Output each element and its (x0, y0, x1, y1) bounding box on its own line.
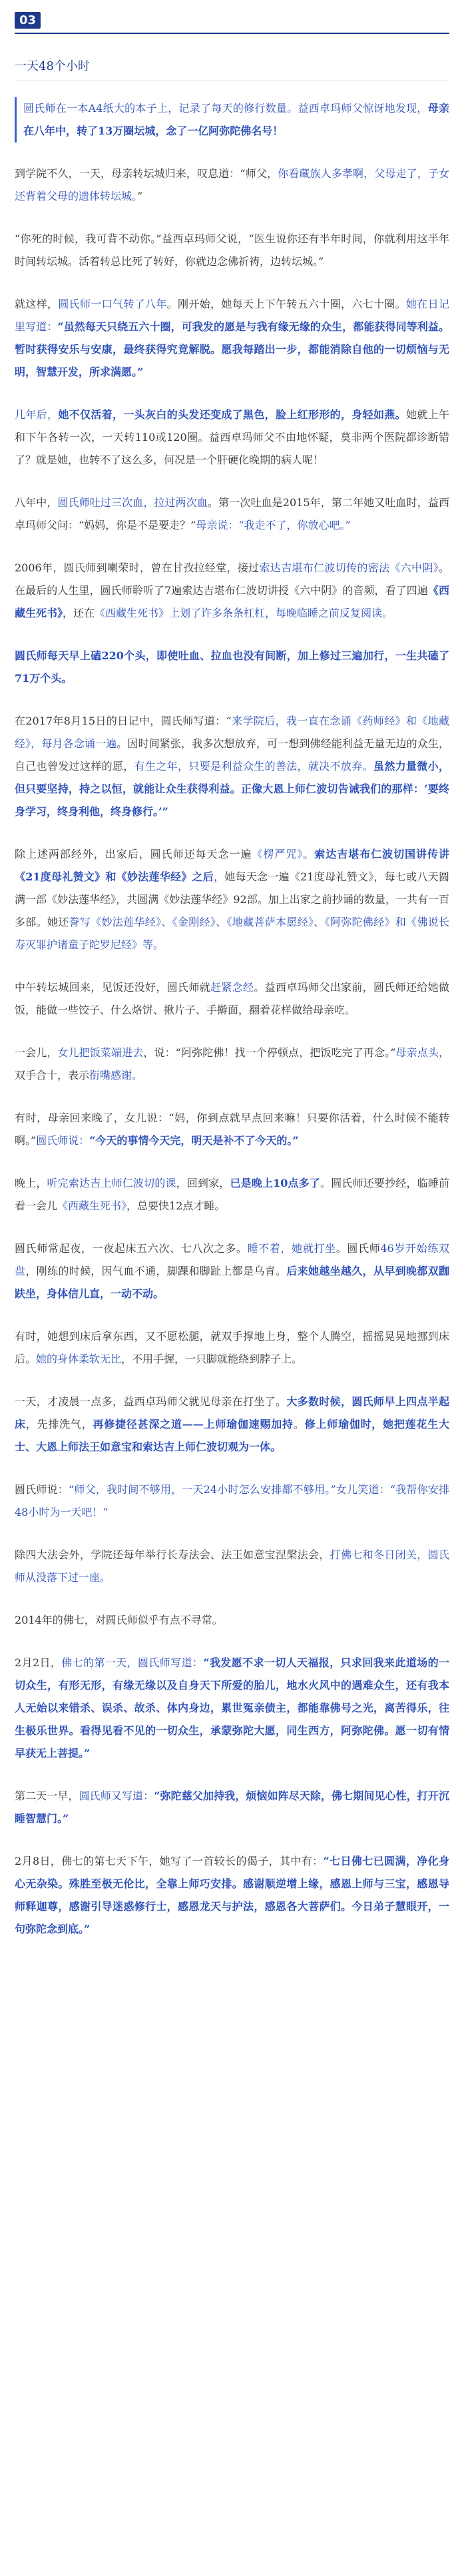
paragraph (15, 1325, 449, 1371)
paragraph-text: ，不用手握，一只脚就能绕到脖子上。 (121, 1353, 303, 1365)
paragraph-text: 。因时间紧张，我多次想放弃，可一想到佛经能利益无量无边的众生，自己也曾发过这样的愿， (15, 737, 449, 773)
paragraph (15, 97, 449, 143)
highlighted-text: 再修捷径甚深之道——上师瑜伽速赐加持 (93, 1418, 294, 1431)
paragraph-text: 。第一次吐血是2015年，第二年她又吐血时，益西卓玛师父问：“妈妈，你是不是要走？” (15, 496, 449, 531)
highlighted-text: 虽然力量微小，但只要坚持，持之以恒，就能让众生获得利益。正像大恩上师仁波切告诫我们的那样：‘要终身学习，终身利他，终身修行。’” (15, 760, 449, 818)
highlighted-text: “我发愿不求一切人天福报，只求回我来此道场的一切众生，有形无形，有缘无缘以及自身天下所爱的胎儿，地水火风中的遇难众生，还有我本人无始以来错杀、误杀、故杀、体内身边，累世冤亲债主，都能靠佛号之光，离苦得乐，往生极乐世界。看得见看不见的一切众生，承蒙弥陀大愿，同生西方，阿弥陀佛。愿一切有情早获无上菩提。” (15, 1656, 449, 1760)
article-body (15, 97, 449, 1941)
paragraph (15, 1042, 449, 1087)
paragraph (15, 228, 449, 273)
highlighted-text: 大多数时候，圆氏师早上四点半起床 (15, 1395, 449, 1431)
paragraph-text: 2月2日， (15, 1656, 62, 1669)
paragraph-text: 。圆氏师 (336, 1242, 381, 1255)
highlighted-text: 圆氏师又写道： (79, 1789, 154, 1802)
paragraph-text: 一天，才凌晨一点多，益西卓玛师父就见母亲在打坐了。 (15, 1395, 287, 1408)
paragraph-text: 。益西卓玛师父出家前，圆氏师还给她做饭，能做一些饺子、什么烙饼、揪片子、手擀面，翻着花样做给母亲吃。 (15, 981, 449, 1016)
highlighted-text: 睡不着，她就打坐 (247, 1242, 336, 1255)
highlighted-text: 誊写《妙法莲华经》、《金刚经》、《地藏菩萨本愿经》、《阿弥陀佛经》和《佛说长寿灭罪护诸童子陀罗尼经》等。 (15, 916, 449, 951)
highlighted-text: 索达吉堪布仁波切传的密法《六中阴》 (259, 561, 439, 574)
highlighted-text: 她在日记里写道： (15, 298, 449, 333)
paragraph-text: 在2017年8月15日的日记中，圆氏师写道：“ (15, 715, 232, 727)
highlighted-text: 已是晚上10点多了 (230, 1177, 321, 1189)
highlighted-text: 《西藏生死书》 (15, 584, 449, 619)
paragraph-text: ，刚练的时候，因气血不通，脚踝和脚趾上都是乌青。 (25, 1265, 287, 1277)
paragraph-text: 八年中， (15, 496, 58, 509)
paragraph (15, 557, 449, 625)
highlighted-text: 衔嘴感谢。 (89, 1069, 143, 1082)
paragraph (15, 1785, 449, 1830)
highlighted-text: 圆氏师吐过三次血，拉过两次血 (57, 496, 208, 509)
highlighted-text: 打佛七和冬日闭关，圆氏师从没落下过一座。 (15, 1548, 449, 1584)
paragraph-text: 。圆氏师还要抄经，临睡前看一会儿 (15, 1177, 449, 1212)
paragraph (15, 1544, 449, 1589)
highlighted-text: 有生之年，只要是利益众生的善法，就决不放弃。 (134, 760, 373, 773)
paragraph-text: 就这样， (15, 298, 59, 310)
paragraph (15, 1850, 449, 1941)
paragraph-text: 2014年的佛七，对圆氏师似乎有点不寻常。 (15, 1614, 223, 1626)
highlighted-text: “七日佛七已圆满，净化身心无杂染。殊胜至极无伦比，全靠上师巧安排。感谢顺逆增上缘，感恩上师与三宝，感恩导师释迦尊，感谢引导迷惑修行士，感恩龙天与护法，感恩各大菩萨们。今日弟子慧眼开，一句弥陀念到底。” (15, 1855, 449, 1935)
paragraph-text: 。在最后的人生里，圆氏师聆听了7遍索达吉堪布仁波切讲授《六中阴》的音频，看了四遍 (15, 561, 449, 597)
highlighted-text: 佛七的第一天，圆氏师写道： (61, 1656, 204, 1669)
paragraph-text: 。 (303, 848, 315, 860)
paragraph-text: ，还在 (63, 607, 95, 619)
paragraph-text: 有时，她想到床后拿东西，又不愿松腿，就双手撑地上身，整个人腾空，摇摇晃晃地挪到床后。 (15, 1330, 449, 1365)
paragraph-text: 除上述两部经外，出家后，圆氏师还每天念一遍 (15, 848, 252, 860)
highlighted-text: 赶紧念经 (210, 981, 254, 994)
paragraph (15, 162, 449, 208)
paragraph-text: 中午转坛城回来，见饭还没好，圆氏师就 (15, 981, 210, 994)
paragraph-text: ” (137, 190, 143, 202)
paragraph-text: ，说：“阿弥陀佛！找一个停顿点，把饭吃完了再念。” (143, 1046, 396, 1059)
paragraph-text: ，回到家， (176, 1177, 230, 1189)
highlighted-text: 《西藏生死书》上划了许多条条杠杠，每晚临睡之前反复阅读。 (95, 607, 393, 619)
highlighted-text: 母亲在八年中，转了13万圈坛城，念了一亿阿弥陀佛名号！ (23, 102, 449, 137)
section-number-badge: 03 (15, 12, 41, 29)
highlighted-text: 她不仅活着，一头灰白的头发还变成了黑色，脸上红形形的，身轻如燕。 (58, 408, 406, 421)
paragraph (15, 1609, 449, 1632)
section-subtitle: 一天48个小时 (15, 57, 449, 81)
paragraph (15, 1237, 449, 1305)
section-header (15, 12, 449, 34)
highlighted-text: 你看藏族人多孝啊，父母走了，子女还背着父母的遗体转坛城。 (15, 167, 449, 202)
highlighted-text: 圆氏师每天早上磕220个头，即使吐血、拉血也没有间断，加上修过三遍加行，一生共磕了71万个头。 (15, 649, 449, 685)
highlighted-text: 圆氏师说： (36, 1134, 90, 1147)
paragraph-text: 圆氏师说： (15, 1483, 69, 1496)
paragraph-text: 晚上， (15, 1177, 47, 1189)
paragraph-text: ，她每天念一遍《21度母礼赞文》，每七或八天圆满一部《妙法莲华经》，共圆满《妙法莲华经》92部。加上出家之前抄诵的数量，一共有一百多部。她还 (15, 870, 449, 928)
highlighted-text: “弥陀慈父加持我，烦恼如阵尽天除，佛七期间见心性，打开沉睡智慧门。” (15, 1789, 449, 1825)
paragraph (15, 404, 449, 472)
paragraph (15, 1478, 449, 1524)
highlighted-text: 女儿把饭菜端进去 (57, 1046, 144, 1059)
paragraph-text: 除四大法会外，学院还每年举行长寿法会、法王如意宝涅槃法会， (15, 1548, 330, 1561)
highlighted-text: “师父，我时间不够用，一天24小时怎么安排都不够用。”女儿笑道：“我帮你安排48小时为一天吧！” (15, 1483, 449, 1518)
highlighted-text: 修上师瑜伽时，她把莲花生大士、大恩上师法王如意宝和索达吉上师仁波切观为一体。 (15, 1418, 449, 1453)
highlighted-text: 听完索达吉上师仁波切的课 (47, 1177, 176, 1189)
highlighted-text: 《西藏生死书》 (57, 1199, 127, 1212)
highlighted-text: “今天的事情今天完，明天是补不了今天的。” (89, 1134, 299, 1147)
paragraph-text: 2月8日，佛七的第七天下午，她写了一首较长的偈子，其中有： (15, 1855, 324, 1867)
paragraph (15, 1172, 449, 1217)
paragraph-text: ，总要快12点才睡。 (126, 1199, 226, 1212)
paragraph (15, 491, 449, 537)
highlighted-text: “虽然每天只绕五六十圈，可我发的愿是与我有缘无缘的众生，都能获得同等利益。暂时获得安乐与安康，最终获得究竟解脱。愿我每踏出一步，都能消除自他的一切烦恼与无明，智慧开发，所求满愿。” (15, 320, 449, 378)
highlighted-text: 后来她越坐越久，从早到晚都双跏趺坐，身体信儿直，一动不动。 (15, 1265, 449, 1300)
highlighted-text: 圆氏师在一本A4纸大的本子上，记录了每天的修行数量。益西卓玛师父惊讶地发现， (23, 102, 428, 115)
paragraph (15, 1652, 449, 1765)
paragraph-text: 到学院不久，一天，母亲转坛城归来，叹息道：“师父， (15, 167, 278, 180)
highlighted-text: 《楞严咒》 (252, 848, 304, 860)
paragraph-text: 有时，母亲回来晚了，女儿说：“妈，你到点就早点回来嘛！只要你活着，什么时候不能转啊。” (15, 1112, 449, 1147)
highlighted-text: 46岁开始练双盘 (15, 1242, 449, 1277)
paragraph (15, 293, 449, 384)
paragraph (15, 1391, 449, 1458)
highlighted-text: 她的身体柔软无比 (36, 1353, 122, 1365)
highlighted-text: 圆氏师一口气转了八年 (58, 298, 167, 310)
paragraph-text: 她就上午和下午各转一次，一天转110或120圈。益西卓玛师父不由地怀疑，莫非两个医院都诊断错了？就是她，也转不了这么多，何况是一个肝硬化晚期的病人呢！ (15, 408, 449, 466)
paragraph (15, 843, 449, 956)
highlighted-text: 母亲说：“我走不了，你放心吧。” (196, 519, 351, 531)
paragraph (15, 1107, 449, 1152)
highlighted-text: 几年后， (15, 408, 59, 421)
paragraph-text: 2006年，圆氏师到喇荣时，曾在甘孜拉经堂，接过 (15, 561, 260, 574)
paragraph-text: 。 (293, 1418, 305, 1431)
paragraph (15, 710, 449, 823)
paragraph-text: 一会儿， (15, 1046, 58, 1059)
paragraph-text: “你死的时候，我可背不动你。”益西卓玛师父说，“医生说你还有半年时间，你就利用这半年时间转坛城。活着转总比死了转好，你就边念佛祈祷，边转坛城。” (15, 232, 449, 268)
highlighted-text: 来学院后，我一直在念诵《药师经》和《地藏经》，每月各念诵一遍 (15, 715, 449, 750)
paragraph-text: 圆氏师常起夜，一夜起床五六次、七八次之多。 (15, 1242, 248, 1255)
paragraph (15, 976, 449, 1022)
highlighted-text: 母亲点头 (395, 1046, 439, 1059)
highlighted-text: 索达吉堪布仁波切国讲传讲《21度母礼赞文》和《妙法莲华经》之后 (15, 848, 449, 883)
paragraph-text: 。刚开始，她每天上下午转五六十圈，六七十圈。 (166, 298, 406, 310)
paragraph-text: ，先排洗气， (25, 1418, 93, 1431)
paragraph (15, 645, 449, 690)
paragraph-text: 第二天一早， (15, 1789, 79, 1802)
paragraph-text: ，双手合十，表示 (15, 1046, 449, 1082)
